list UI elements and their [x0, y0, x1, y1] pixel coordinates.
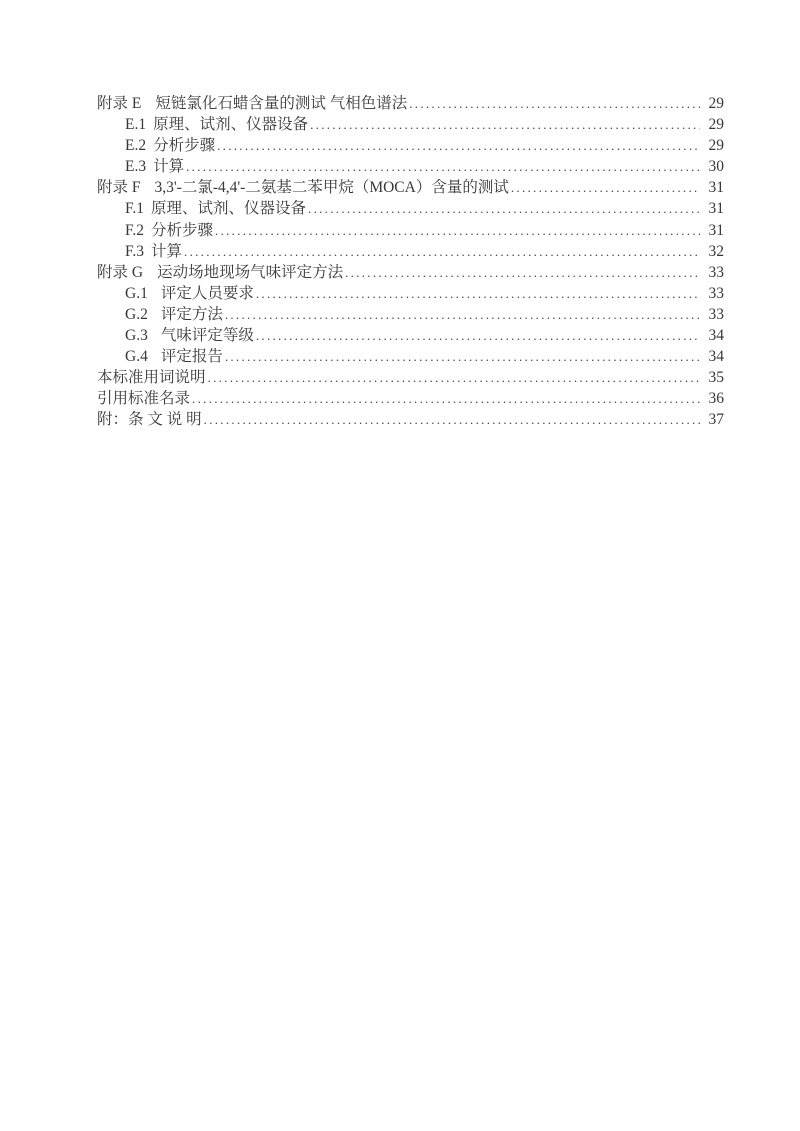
- toc-entry-page: 35: [708, 369, 724, 387]
- toc-entry-page: 29: [708, 116, 724, 134]
- dot-leader: [256, 325, 700, 346]
- toc-entry-label: E.1: [125, 116, 147, 134]
- toc-entry-page: 37: [708, 411, 724, 429]
- toc-entry-page: 29: [708, 137, 724, 155]
- dot-leader: [225, 346, 700, 367]
- toc-entry: [97, 156, 724, 177]
- toc-entry-title: 计算: [151, 242, 183, 260]
- toc-entry-label: 附录 E: [97, 95, 142, 112]
- toc-entry-label: F.3: [125, 242, 145, 260]
- toc-entry-page: 32: [708, 242, 724, 260]
- toc-entry-page: 31: [708, 221, 724, 239]
- toc-entry-title: 3,3'-二氯-4,4'-二氨基二苯甲烷（MOCA）含量的测试: [154, 179, 509, 197]
- toc-entry: [97, 93, 724, 114]
- toc-entry: [97, 262, 724, 283]
- dot-leader: [204, 409, 700, 430]
- toc-entry-label: G.1: [125, 284, 148, 302]
- toc-entry-title: 原理、试剂、仪器设备: [153, 116, 309, 134]
- toc-entry-label: G.2: [125, 305, 148, 323]
- toc-entry: [97, 346, 724, 367]
- toc-entry-title: 短链氯化石蜡含量的测试 气相色谱法: [155, 95, 408, 112]
- dot-leader: [345, 262, 700, 283]
- dot-leader: [225, 304, 700, 325]
- toc-entry-title: 运动场地现场气味评定方法: [157, 263, 344, 281]
- toc-entry-label: E.3: [125, 158, 147, 176]
- toc-entry-page: 34: [708, 327, 724, 345]
- toc-entry-page: 31: [708, 179, 724, 197]
- toc-entry: [97, 177, 724, 198]
- toc-entry-label: 附录 G: [97, 263, 144, 281]
- toc-entry: [97, 241, 724, 262]
- toc-entry-page: 30: [708, 158, 724, 176]
- dot-leader: [409, 93, 700, 114]
- toc-entry: [97, 220, 724, 241]
- toc-entry-page: 36: [708, 390, 724, 408]
- toc-entry: [97, 304, 724, 325]
- toc-entry-page: 33: [708, 263, 724, 281]
- dot-leader: [186, 156, 700, 177]
- dot-leader: [215, 220, 700, 241]
- toc-entry: [97, 198, 724, 219]
- toc-entry-title: 本标准用词说明: [97, 369, 206, 387]
- toc-entry: [97, 283, 724, 304]
- toc-entry-title: 气味评定等级: [160, 327, 254, 345]
- dot-leader: [192, 388, 700, 409]
- toc-entry-title: 计算: [153, 158, 185, 176]
- dot-leader: [217, 135, 700, 156]
- toc-entry-title: 原理、试剂、仪器设备: [151, 200, 307, 218]
- toc-entry-title: 评定人员要求: [160, 284, 254, 302]
- dot-leader: [256, 283, 700, 304]
- table-of-contents: [97, 93, 724, 431]
- dot-leader: [308, 198, 700, 219]
- toc-entry: [97, 367, 724, 388]
- toc-entry-page: 31: [708, 200, 724, 218]
- toc-entry-label: 附录 F: [97, 179, 141, 197]
- toc-entry-title: 引用标准名录: [97, 390, 191, 408]
- toc-entry-label: G.4: [125, 348, 148, 366]
- toc-entry-label: G.3: [125, 327, 148, 345]
- toc-entry-page: 33: [708, 284, 724, 302]
- toc-entry-title: 评定方法: [160, 305, 223, 323]
- toc-entry-label: E.2: [125, 137, 147, 155]
- toc-entry-page: 34: [708, 348, 724, 366]
- toc-entry-title: 分析步骤: [151, 221, 214, 239]
- toc-entry: [97, 135, 724, 156]
- toc-entry-page: 29: [708, 95, 724, 112]
- toc-entry: [97, 325, 724, 346]
- dot-leader: [184, 241, 700, 262]
- toc-entry: [97, 388, 724, 409]
- dot-leader: [208, 367, 700, 388]
- dot-leader: [310, 114, 700, 135]
- toc-entry-page: 33: [708, 305, 724, 323]
- toc-entry: [97, 409, 724, 430]
- dot-leader: [511, 177, 700, 198]
- toc-entry-title: 分析步骤: [153, 137, 216, 155]
- toc-entry-label: F.2: [125, 221, 145, 239]
- toc-entry-title: 附：条 文 说 明: [97, 411, 202, 429]
- toc-entry-title: 评定报告: [160, 348, 223, 366]
- toc-entry: [97, 114, 724, 135]
- toc-entry-label: F.1: [125, 200, 145, 218]
